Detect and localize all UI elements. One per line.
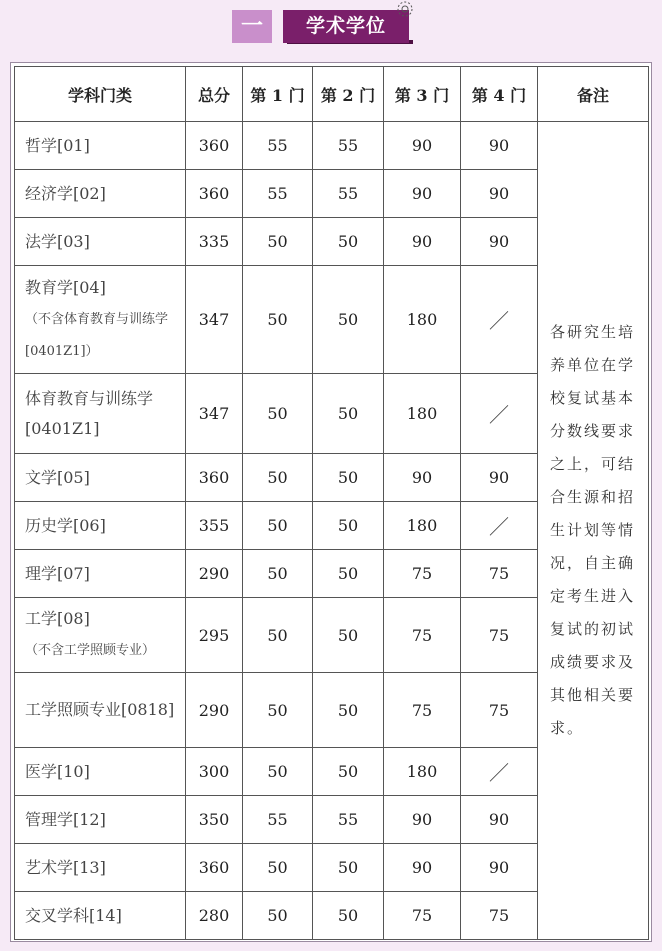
subject-score-cell: 180 bbox=[384, 374, 461, 454]
subject-category-cell bbox=[15, 122, 186, 170]
subject-score-cell: 90 bbox=[384, 170, 461, 218]
total-score-cell: 360 bbox=[186, 122, 243, 170]
subject-category-cell bbox=[15, 892, 186, 940]
subject-category-name: 工学[08] bbox=[25, 609, 90, 628]
subject-score-cell: 90 bbox=[384, 454, 461, 502]
subject-category-cell bbox=[15, 454, 186, 502]
subject-score-cell: 90 bbox=[384, 796, 461, 844]
subject-category-name: 艺术学[13] bbox=[25, 857, 106, 877]
subject-score-cell: 50 bbox=[243, 502, 313, 550]
subject-category-name: 历史学[06] bbox=[25, 515, 106, 535]
total-score-cell: 347 bbox=[186, 266, 243, 374]
subject-score-cell: 90 bbox=[384, 844, 461, 892]
subject-score-cell: 50 bbox=[243, 844, 313, 892]
remarks-cell: 各研究生培养单位在学校复试基本分数线要求之上，可结合生源和招生计划等情况，自主确定考生进入复试的初试成绩要求及其他相关要求。 bbox=[538, 122, 649, 940]
subject-score-cell: 50 bbox=[313, 218, 384, 266]
subject-category-name: 管理学[12] bbox=[25, 809, 106, 829]
subject-category-name: 医学[10] bbox=[25, 761, 90, 781]
subject-category-cell bbox=[15, 374, 186, 454]
subject-score-cell: 50 bbox=[243, 374, 313, 454]
subject-category-note: （不含工学照顾专业） bbox=[25, 643, 156, 658]
subject-category-cell bbox=[15, 266, 186, 374]
subject-score-cell: 55 bbox=[243, 796, 313, 844]
subject-score-cell: 55 bbox=[313, 170, 384, 218]
subject-category-name: 法学[03] bbox=[25, 231, 90, 251]
total-score-cell: 360 bbox=[186, 844, 243, 892]
subject-score-cell: ／ bbox=[461, 502, 538, 550]
subject-category-cell bbox=[15, 748, 186, 796]
subject-category-name: 理学[07] bbox=[25, 563, 90, 583]
subject-category-cell bbox=[15, 502, 186, 550]
subject-score-cell: ／ bbox=[461, 748, 538, 796]
subject-category-cell bbox=[15, 598, 186, 673]
header-category: 学科门类 bbox=[15, 67, 186, 122]
total-score-cell: 335 bbox=[186, 218, 243, 266]
subject-score-cell: 90 bbox=[461, 844, 538, 892]
subject-score-cell: 55 bbox=[313, 796, 384, 844]
subject-category-name: 文学[05] bbox=[25, 467, 90, 487]
subject-score-cell: 50 bbox=[313, 374, 384, 454]
table-header-row bbox=[15, 67, 649, 122]
subject-score-cell: 180 bbox=[384, 748, 461, 796]
subject-score-cell: 50 bbox=[313, 502, 384, 550]
score-table-frame bbox=[10, 62, 652, 942]
header-subject-1: 第 1 门 bbox=[243, 67, 313, 122]
total-score-cell: 360 bbox=[186, 454, 243, 502]
section-banner bbox=[0, 0, 662, 52]
header-subject-3: 第 3 门 bbox=[384, 67, 461, 122]
subject-score-cell: 50 bbox=[313, 844, 384, 892]
subject-score-cell: 75 bbox=[461, 892, 538, 940]
subject-category-cell bbox=[15, 844, 186, 892]
header-subject-4: 第 4 门 bbox=[461, 67, 538, 122]
subject-score-cell: 50 bbox=[313, 550, 384, 598]
subject-category-name: 经济学[02] bbox=[25, 183, 106, 203]
total-score-cell: 347 bbox=[186, 374, 243, 454]
subject-score-cell: 180 bbox=[384, 266, 461, 374]
subject-category-cell bbox=[15, 673, 186, 748]
subject-category-name: 交叉学科[14] bbox=[25, 905, 122, 925]
total-score-cell: 290 bbox=[186, 550, 243, 598]
total-score-cell: 290 bbox=[186, 673, 243, 748]
subject-score-cell: 50 bbox=[243, 748, 313, 796]
subject-score-cell: 50 bbox=[243, 598, 313, 673]
subject-score-cell: 55 bbox=[243, 170, 313, 218]
score-table bbox=[14, 66, 649, 940]
subject-score-cell: 180 bbox=[384, 502, 461, 550]
subject-score-cell: 50 bbox=[243, 218, 313, 266]
subject-score-cell: 55 bbox=[313, 122, 384, 170]
subject-score-cell: 50 bbox=[243, 266, 313, 374]
total-score-cell: 350 bbox=[186, 796, 243, 844]
subject-score-cell: 50 bbox=[243, 892, 313, 940]
subject-score-cell: 50 bbox=[313, 673, 384, 748]
subject-score-cell: 75 bbox=[461, 673, 538, 748]
subject-category-name: 教育学[04] bbox=[25, 277, 106, 297]
subject-score-cell: 90 bbox=[461, 218, 538, 266]
subject-score-cell: 50 bbox=[243, 673, 313, 748]
subject-score-cell: ／ bbox=[461, 374, 538, 454]
subject-category-name: 哲学[01] bbox=[25, 135, 90, 155]
subject-category-cell bbox=[15, 218, 186, 266]
table-body bbox=[15, 122, 649, 940]
subject-score-cell: 90 bbox=[461, 170, 538, 218]
subject-score-cell: 50 bbox=[313, 598, 384, 673]
subject-score-cell: 90 bbox=[461, 122, 538, 170]
subject-score-cell: 50 bbox=[243, 454, 313, 502]
subject-score-cell: 50 bbox=[313, 266, 384, 374]
subject-score-cell: 75 bbox=[384, 598, 461, 673]
section-number: 一 bbox=[232, 10, 272, 43]
total-score-cell: 360 bbox=[186, 170, 243, 218]
subject-score-cell: 90 bbox=[461, 796, 538, 844]
subject-score-cell: 90 bbox=[461, 454, 538, 502]
table-row bbox=[15, 122, 649, 170]
subject-score-cell: ／ bbox=[461, 266, 538, 374]
subject-score-cell: 50 bbox=[243, 550, 313, 598]
subject-category-note: （不含体育教育与训练学[0401Z1]） bbox=[25, 311, 169, 359]
subject-score-cell: 75 bbox=[461, 550, 538, 598]
header-total: 总分 bbox=[186, 67, 243, 122]
subject-category-cell bbox=[15, 796, 186, 844]
subject-score-cell: 55 bbox=[243, 122, 313, 170]
total-score-cell: 355 bbox=[186, 502, 243, 550]
subject-category-cell bbox=[15, 170, 186, 218]
section-title: 学术学位 bbox=[283, 10, 409, 43]
subject-score-cell: 75 bbox=[384, 550, 461, 598]
subject-score-cell: 75 bbox=[384, 892, 461, 940]
circle-decoration-icon bbox=[396, 0, 414, 18]
total-score-cell: 280 bbox=[186, 892, 243, 940]
subject-category-name: 工学照顾专业[0818] bbox=[25, 700, 175, 719]
subject-score-cell: 50 bbox=[313, 892, 384, 940]
total-score-cell: 295 bbox=[186, 598, 243, 673]
header-subject-2: 第 2 门 bbox=[313, 67, 384, 122]
subject-category-name: 体育教育与训练学[0401Z1] bbox=[25, 388, 154, 438]
header-note: 备注 bbox=[538, 67, 649, 122]
subject-score-cell: 50 bbox=[313, 454, 384, 502]
subject-score-cell: 90 bbox=[384, 218, 461, 266]
subject-category-cell bbox=[15, 550, 186, 598]
subject-score-cell: 75 bbox=[461, 598, 538, 673]
subject-score-cell: 50 bbox=[313, 748, 384, 796]
total-score-cell: 300 bbox=[186, 748, 243, 796]
subject-score-cell: 90 bbox=[384, 122, 461, 170]
subject-score-cell: 75 bbox=[384, 673, 461, 748]
